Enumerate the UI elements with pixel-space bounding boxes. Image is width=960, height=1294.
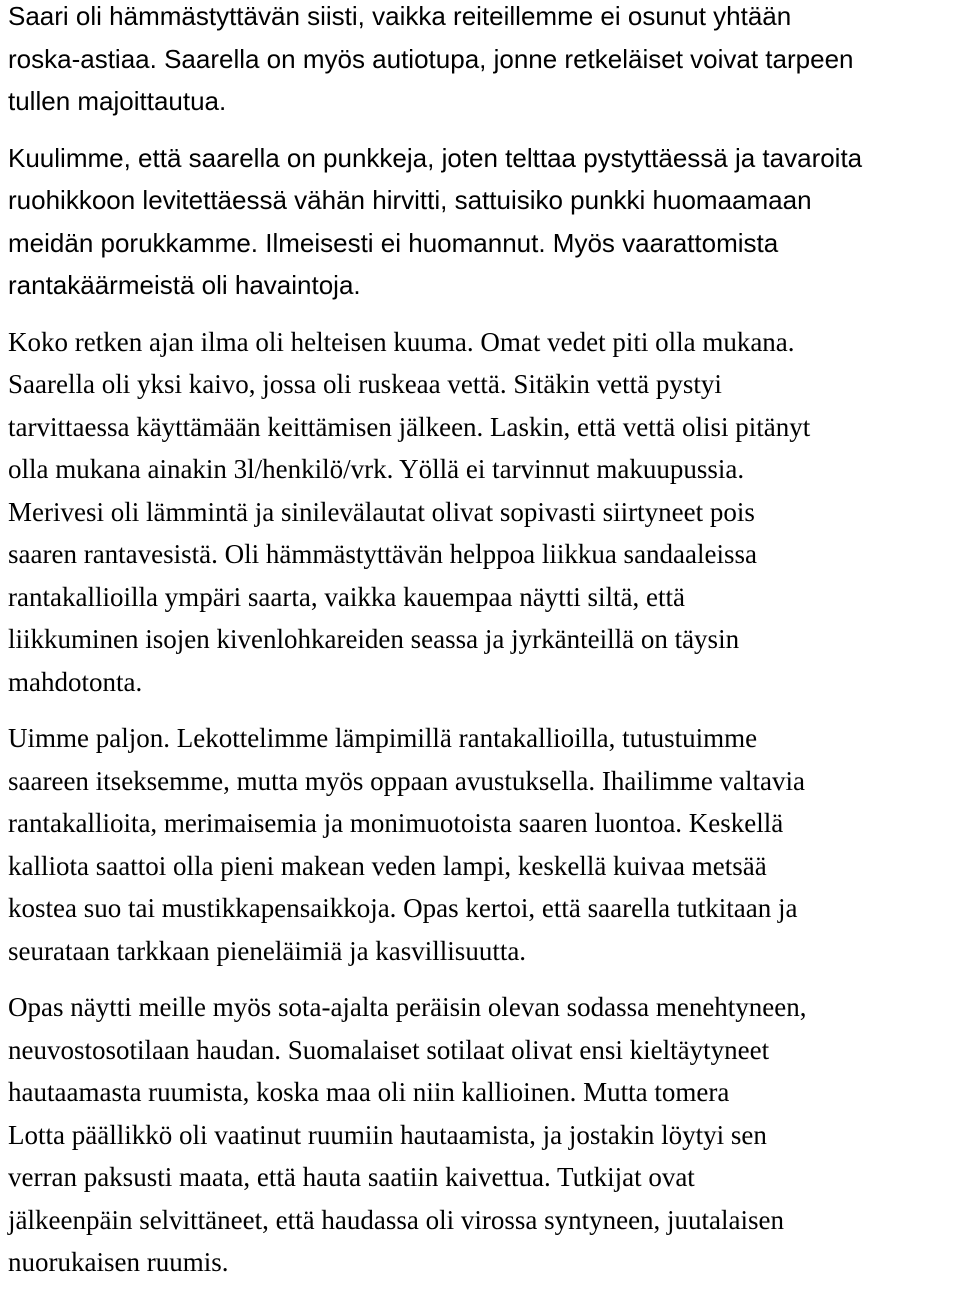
text-line: nuorukaisen ruumis. — [8, 1247, 229, 1277]
text-line: kostea suo tai mustikkapensaikkoja. Opas kertoi, että saarella tutkitaan ja — [8, 893, 798, 923]
text-line: Saarella oli yksi kaivo, jossa oli ruskeaa vettä. Sitäkin vettä pystyi — [8, 369, 722, 399]
text-line: hautaamasta ruumista, koska maa oli niin kallioinen. Mutta tomera — [8, 1077, 730, 1107]
text-line: Merivesi oli lämmintä ja sinilevälautat olivat sopivasti siirtyneet pois — [8, 496, 755, 527]
text-line: liikkuminen isojen kivenlohkareiden seassa ja jyrkänteillä on täysin — [8, 624, 740, 654]
text-line: ruohikkoon levitettäessä vähän hirvitti, sattuisiko punkki huomaamaan — [8, 185, 812, 215]
paragraph-weather-water — [8, 321, 954, 704]
text-line: Uimme paljon. Lekottelimme lämpimillä rantakallioilla, tutustuimme — [8, 723, 758, 753]
paragraph-war-grave — [8, 986, 954, 1284]
text-line: rantakallioita, merimaisemia ja monimuotoista saaren luontoa. Keskellä — [8, 808, 784, 838]
text-line: kalliota saattoi olla pieni makean veden lampi, keskellä kuivaa metsää — [8, 850, 767, 881]
text-line: meidän porukkamme. Ilmeisesti ei huomannut. Myös vaarattomista — [8, 227, 779, 258]
text-line: tullen majoittautua. — [8, 86, 227, 116]
text-line: seurataan tarkkaan pieneläimiä ja kasvillisuutta. — [8, 935, 527, 966]
paragraph-gap — [8, 123, 954, 137]
text-line: roska-astiaa. Saarella on myös autiotupa, jonne retkeläiset voivat tarpeen — [8, 43, 854, 74]
paragraph-ticks — [8, 137, 954, 307]
text-line: saareen itseksemme, mutta myös oppaan avustuksella. Ihailimme valtavia — [8, 765, 806, 796]
text-line: Koko retken ajan ilma oli helteisen kuuma. Omat vedet piti olla mukana. — [8, 326, 795, 357]
paragraph-gap — [8, 307, 954, 321]
text-line: saaren rantavesistä. Oli hämmästyttävän helppoa liikkua sandaaleissa — [8, 539, 757, 569]
text-line: Kuulimme, että saarella on punkkeja, joten telttaa pystyttäessä ja tavaroita — [8, 142, 863, 173]
text-line: jälkeenpäin selvittäneet, että haudassa oli virossa syntyneen, juutalaisen — [8, 1204, 785, 1235]
text-line: mahdotonta. — [8, 666, 143, 697]
text-line: rantakäärmeistä oli havaintoja. — [8, 270, 361, 300]
paragraph-gap — [8, 703, 954, 717]
text-line: Opas näytti meille myös sota-ajalta peräisin olevan sodassa menehtyneen, — [8, 992, 807, 1022]
paragraph-island-cleanliness — [8, 0, 954, 123]
text-line: neuvostosotilaan haudan. Suomalaiset sotilaat olivat ensi kieltäytyneet — [8, 1034, 770, 1065]
text-line: Lotta päällikkö oli vaatinut ruumiin hautaamista, ja jostakin löytyi sen — [8, 1119, 767, 1150]
paragraph-swimming-nature — [8, 717, 954, 972]
text-line: verran paksusti maata, että hauta saatiin kaivettua. Tutkijat ovat — [8, 1162, 695, 1192]
paragraph-gap — [8, 972, 954, 986]
text-line: Saari oli hämmästyttävän siisti, vaikka reiteillemme ei osunut yhtään — [8, 1, 792, 31]
text-line: tarvittaessa käyttämään keittämisen jälkeen. Laskin, että vettä olisi pitänyt — [8, 411, 811, 442]
text-line: olla mukana ainakin 3l/henkilö/vrk. Yöllä ei tarvinnut makuupussia. — [8, 454, 745, 484]
text-line: rantakallioilla ympäri saarta, vaikka kauempaa näytti siltä, että — [8, 581, 685, 612]
